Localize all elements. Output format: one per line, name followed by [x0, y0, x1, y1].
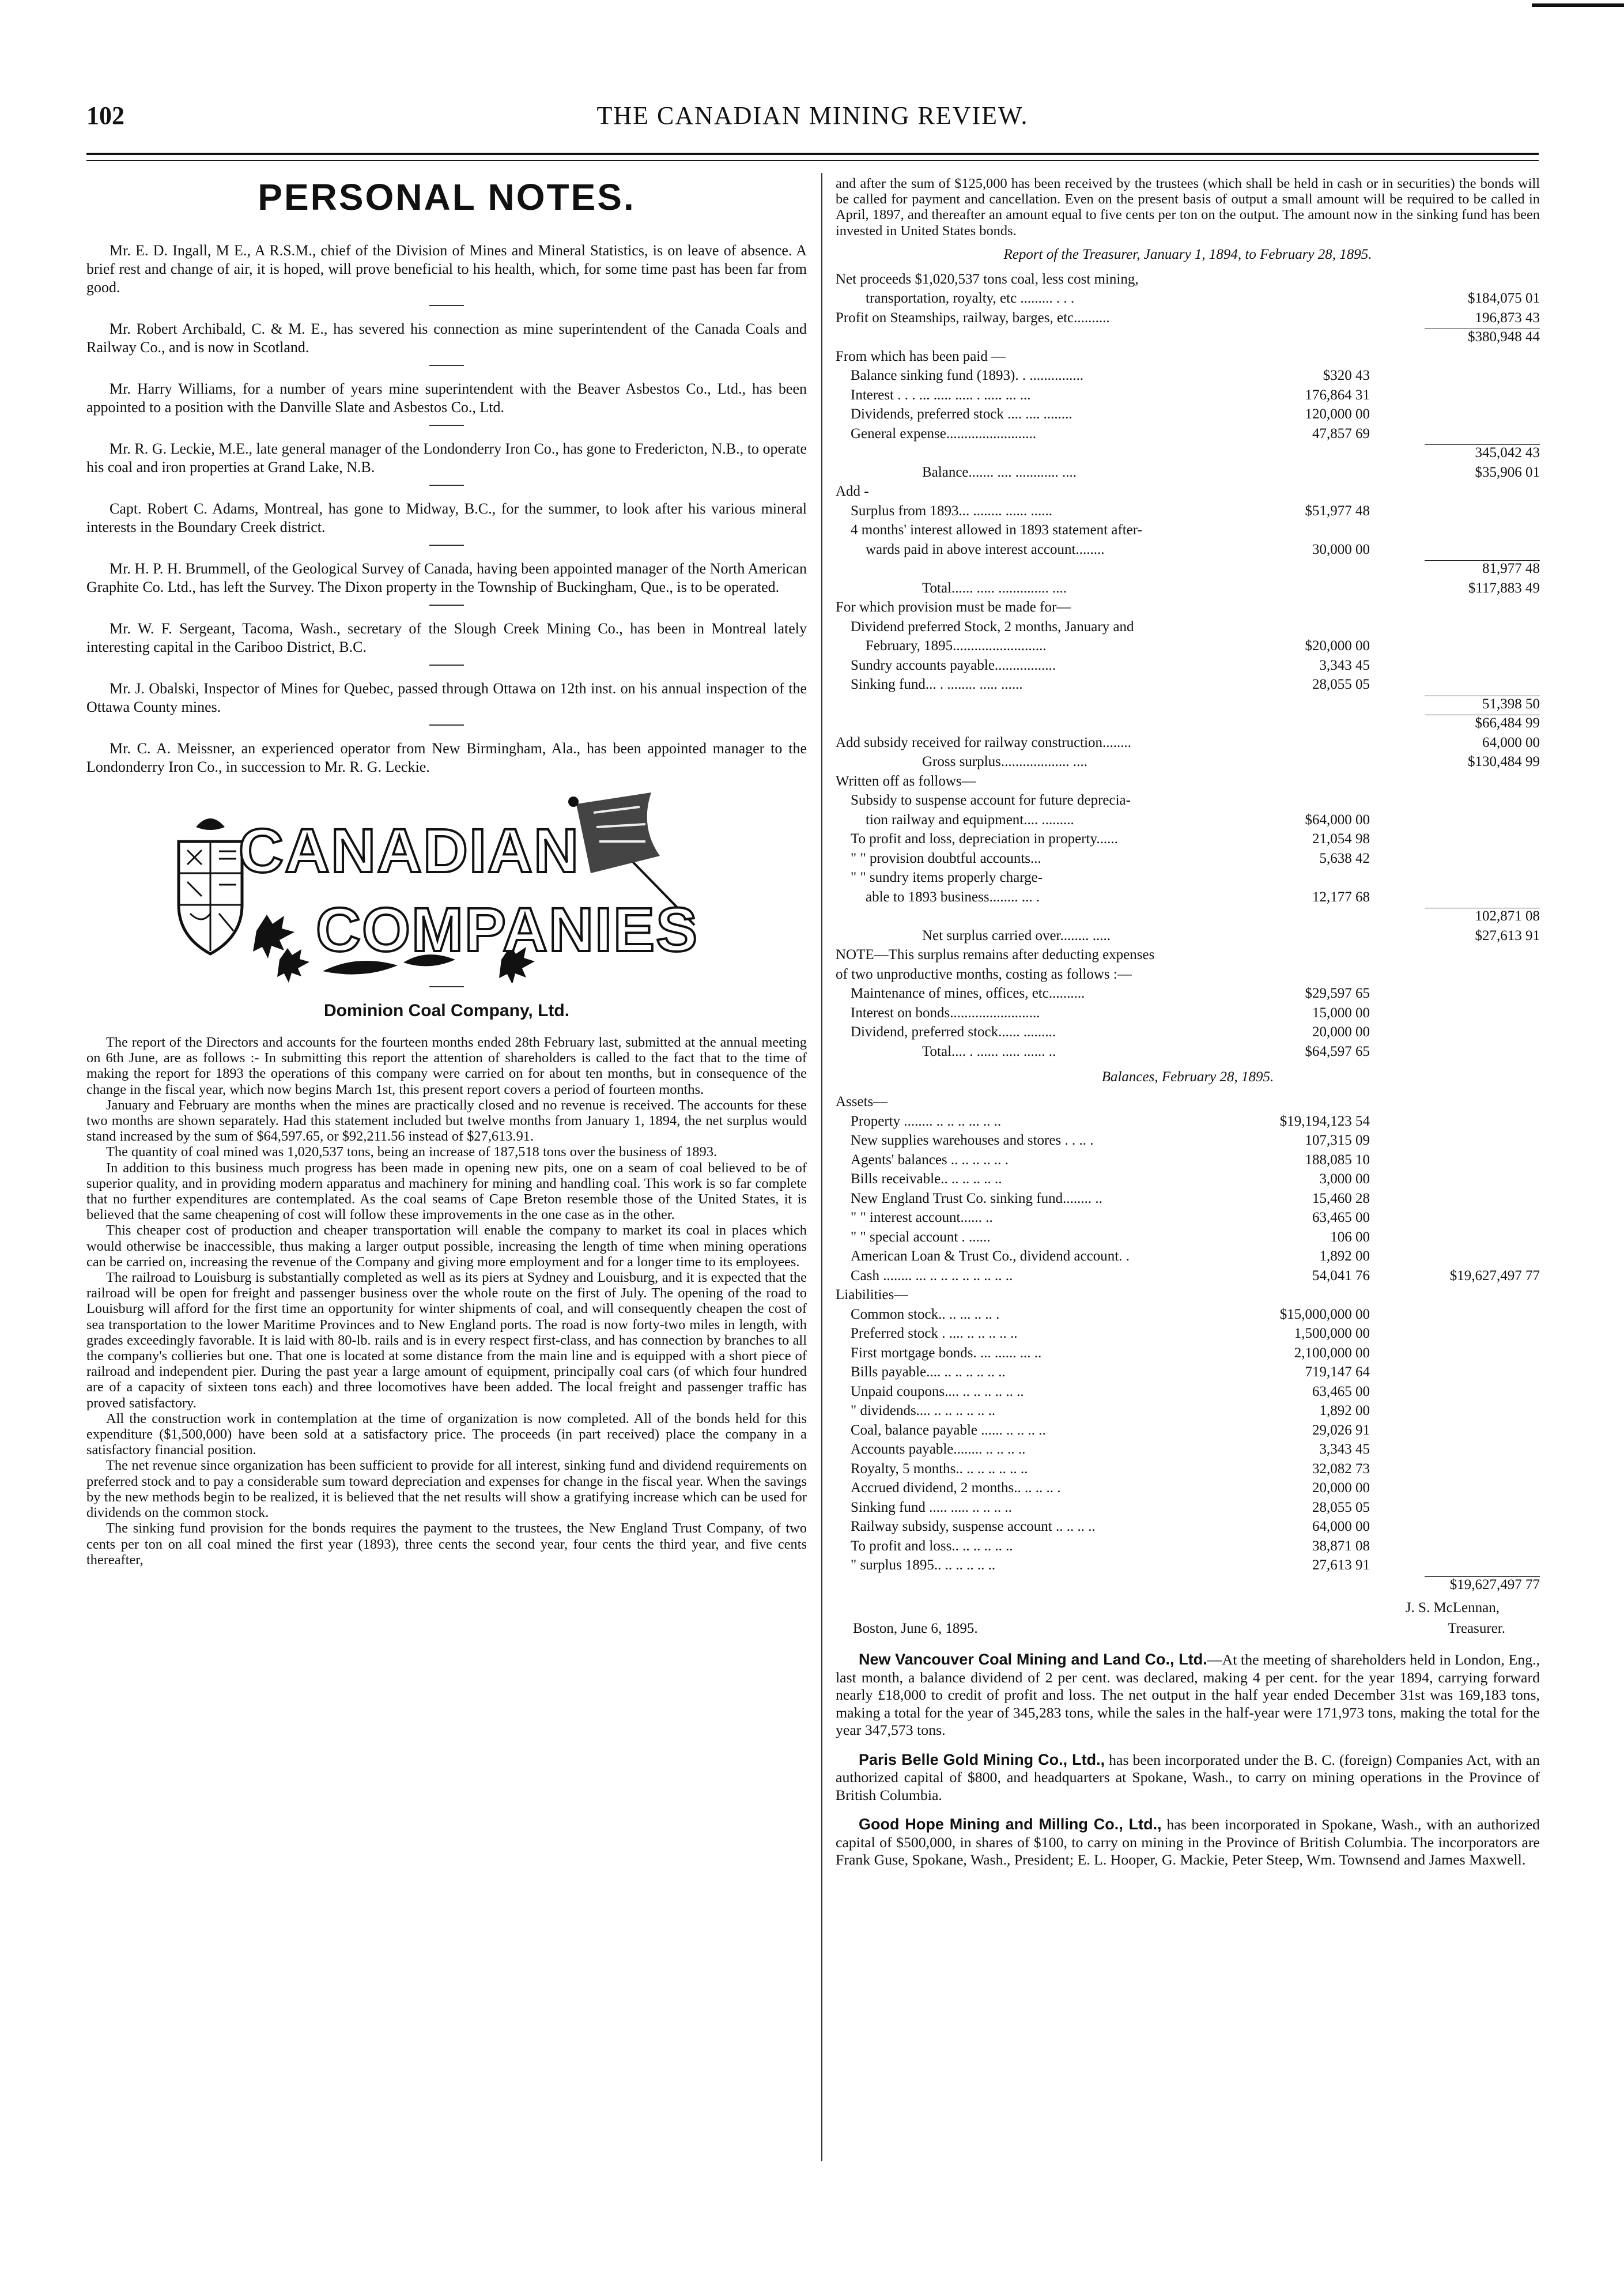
row-label: New England Trust Co. sinking fund........ .. [851, 1190, 1102, 1206]
row-label: " " sundry items properly charge- [851, 870, 1043, 886]
row-amount: 15,000 00 [1312, 1005, 1370, 1021]
company-text: has been incorporated in Spokane, Wash., with an authorized capital of $500,000, in shares of $100, to carry on mining in the Province of British Columbia. The incorporators are Frank Guse, Spokane, Wash., President; E. L. Hooper, G. Mackie, Peter Steep, Wm. Townsend and James Maxwell. [836, 1816, 1540, 1869]
row-label: Assets— [836, 1094, 888, 1110]
row-amount: $320 43 [1323, 368, 1370, 384]
company-notes [836, 1651, 1540, 1869]
row-label: Gross surplus................... .... [922, 754, 1087, 770]
row-amount: 28,055 05 [1312, 1499, 1370, 1515]
note-separator [429, 605, 464, 606]
statement-row [836, 926, 1540, 946]
row-label: Total.... . ...... ..... ...... .. [922, 1043, 1056, 1059]
report-paragraph: January and February are months when the mines are practically closed and no revenue is received. The accounts for these two months are shown separately. Had this statement included but twelve months from January 1, 1894, the net surplus would stand increased by the sum of $64,597.65, or $92,211.56 instead of $27,613.91. [86, 1097, 807, 1145]
row-total: $19,627,497 77 [1449, 1576, 1540, 1592]
row-label: Bills receivable.. .. .. .. .. .. [851, 1171, 1002, 1187]
row-amount: $29,597 65 [1305, 986, 1370, 1002]
coat-of-arms-icon [179, 818, 242, 954]
balances-caption: Balances, February 28, 1895. [1101, 1069, 1274, 1085]
row-label: " " provision doubtful accounts... [851, 850, 1041, 866]
statement-row [836, 888, 1540, 907]
row-total: 81,977 48 [1482, 561, 1540, 577]
statement-row [836, 463, 1540, 482]
statement-row [836, 695, 1540, 714]
statement-row [836, 984, 1540, 1003]
statement-row [836, 752, 1540, 772]
header-rule [86, 153, 1539, 155]
row-label: Common stock.. .. ... .. .. . [851, 1306, 1000, 1322]
row-amount: 107,315 09 [1305, 1133, 1370, 1149]
row-amount: 63,465 00 [1312, 1210, 1370, 1226]
row-label: " " special account . ...... [851, 1229, 991, 1245]
row-amount: 1,892 00 [1319, 1403, 1370, 1419]
personal-notes-heading: PERSONAL NOTES. [258, 176, 636, 218]
row-label: American Loan & Trust Co., dividend account. . [851, 1248, 1130, 1265]
row-amount: 719,147 64 [1305, 1364, 1370, 1380]
signature-block [836, 1598, 1540, 1618]
row-total: $184,075 01 [1468, 290, 1540, 307]
statement-row [836, 1305, 1540, 1324]
row-amount: 12,177 68 [1312, 889, 1370, 905]
statement-row [836, 559, 1540, 579]
statement-row [836, 965, 1540, 984]
statement-row [836, 386, 1540, 405]
row-total: 345,042 43 [1475, 445, 1540, 461]
column-divider [821, 173, 822, 2161]
signature-line [836, 1618, 1540, 1639]
statement-row [836, 1266, 1540, 1286]
total-rule [1425, 560, 1540, 561]
statement-row [836, 443, 1540, 463]
row-label: Accrued dividend, 2 months.. .. .. .. . [851, 1480, 1061, 1496]
report-paragraph: All the construction work in contemplation at the time of organization is now completed. All of the bonds held for this expenditure ($1,500,000) have been sold at a satisfactory price. The proceeds (in part received) place the company in a satisfactory financial position. [86, 1410, 807, 1458]
row-amount: $64,597 65 [1305, 1043, 1370, 1059]
row-label: Preferred stock . .... .. .. .. .. .. [851, 1326, 1018, 1342]
note-separator [429, 365, 464, 366]
row-amount: 176,864 31 [1305, 387, 1370, 403]
statement-row [836, 849, 1540, 869]
dominion-coal-report [86, 1035, 807, 1568]
statement-row [836, 791, 1540, 810]
note-separator [429, 665, 464, 666]
logo-word-companies: COMPANIES [315, 894, 699, 964]
row-amount: 20,000 00 [1312, 1024, 1370, 1040]
row-total: $117,883 49 [1468, 580, 1540, 596]
report-paragraph: In addition to this business much progress has been made in opening new pits, one on a seam of coal believed to be of superior quality, and in providing modern apparatus and machinery for mining and handling coal. This work is so far complete that no further expenditures are contemplated. As the coal seams of Cape Breton resemble those of the United States, it is believed that the same cheapening of cost will follow these improvements in the one case as in the other. [86, 1160, 807, 1223]
row-amount: $64,000 00 [1305, 812, 1370, 828]
row-amount: 120,000 00 [1305, 406, 1370, 422]
personal-note: Mr. W. F. Sergeant, Tacoma, Wash., secretary of the Slough Creek Mining Co., has been in Montreal lately interesting capital in the Cariboo District, B.C. [86, 620, 807, 655]
row-amount: 1,892 00 [1319, 1248, 1370, 1265]
row-label: " dividends.... .. .. .. .. .. .. [851, 1403, 996, 1419]
report-paragraph: The quantity of coal mined was 1,020,537 tons, being an increase of 187,518 tons over the business of 1893. [106, 1144, 717, 1160]
statement-row [836, 598, 1540, 617]
row-label: NOTE—This surplus remains after deducting expenses [836, 947, 1155, 963]
row-label: Add subsidy received for railway construction........ [836, 734, 1132, 750]
personal-note: Mr. E. D. Ingall, M E., A R.S.M., chief of the Division of Mines and Mineral Statistics, is on leave of absence. A brief rest and change of air, it is hoped, will prove beneficial to his health, which, for some time past has been far from good. [86, 242, 807, 296]
statement-row [836, 308, 1540, 328]
row-amount: 38,871 08 [1312, 1538, 1370, 1554]
row-label: Subsidy to suspense account for future deprecia- [851, 792, 1131, 809]
row-label: To profit and loss.. .. .. .. .. .. [851, 1538, 1013, 1554]
statement-row [836, 1003, 1540, 1023]
statement-row [836, 579, 1540, 598]
statement-row [836, 1498, 1540, 1518]
row-amount: 188,085 10 [1305, 1152, 1370, 1168]
statement-row [836, 675, 1540, 695]
statement-row [836, 1517, 1540, 1537]
personal-note: Mr. R. G. Leckie, M.E., late general manager of the Londonderry Iron Co., has gone to Fredericton, N.B., to operate his coal and iron properties at Grand Lake, N.B. [86, 440, 807, 475]
row-amount: 21,054 98 [1312, 831, 1370, 847]
row-label: Royalty, 5 months.. .. .. .. .. .. .. [851, 1460, 1028, 1477]
personal-note: Capt. Robert C. Adams, Montreal, has gone to Midway, B.C., for the summer, to look after his various mineral interests in the Boundary Creek district. [86, 500, 807, 535]
statement-row [836, 1324, 1540, 1343]
row-label: Accounts payable........ .. .. .. .. [851, 1441, 1026, 1458]
row-label: For which provision must be made for— [836, 599, 1071, 616]
balance-sheet [836, 1092, 1540, 1594]
statement-row [836, 1208, 1540, 1228]
company-note [836, 1751, 1540, 1805]
statement-row [836, 1112, 1540, 1131]
note-separator [429, 485, 464, 486]
row-label: Interest on bonds......................... [851, 1005, 1040, 1021]
row-amount: $51,977 48 [1305, 503, 1370, 519]
statement-row [836, 1401, 1540, 1421]
row-amount: 2,100,000 00 [1294, 1345, 1370, 1361]
running-title: THE CANADIAN MINING REVIEW. [596, 101, 1029, 130]
row-label: Dividends, preferred stock .... .... ........ [851, 406, 1072, 422]
row-label: Bills payable.... .. .. .. .. .. .. [851, 1364, 1006, 1380]
row-label: tion railway and equipment.... ......... [866, 812, 1074, 828]
statement-row [836, 289, 1540, 308]
row-label: Add - [836, 484, 869, 500]
row-label: Liabilities— [836, 1287, 909, 1303]
row-amount: 27,613 91 [1312, 1557, 1370, 1573]
row-label: Profit on Steamships, railway, barges, etc.......... [836, 310, 1110, 326]
statement-row [836, 366, 1540, 386]
row-total: 64,000 00 [1482, 734, 1540, 750]
row-label: Dividend, preferred stock...... ......... [851, 1024, 1056, 1040]
row-label: Sundry accounts payable................. [851, 657, 1056, 673]
row-label: Written off as follows— [836, 773, 976, 789]
treasurer-name: J. S. McLennan, [1405, 1600, 1500, 1616]
row-label: Surplus from 1893... ........ ...... ...... [851, 503, 1052, 519]
personal-note: Mr. C. A. Meissner, an experienced operator from New Birmingham, Ala., has been appointed manager to the Londonderry Iron Co., in succession to Mr. R. G. Leckie. [86, 740, 807, 775]
statement-row [836, 1228, 1540, 1247]
total-rule [1425, 1576, 1540, 1577]
row-label: transportation, royalty, etc ......... . . . [866, 290, 1075, 307]
row-amount: 30,000 00 [1312, 541, 1370, 557]
company-name: Paris Belle Gold Mining Co., Ltd., [859, 1750, 1105, 1768]
statement-row [836, 520, 1540, 540]
page-header [86, 101, 1539, 135]
row-label: Net proceeds $1,020,537 tons coal, less cost mining, [836, 271, 1139, 287]
row-label: wards paid in above interest account........ [866, 541, 1105, 557]
row-amount: 47,857 69 [1312, 425, 1370, 441]
row-amount: 54,041 76 [1312, 1267, 1370, 1284]
row-amount: $15,000,000 00 [1279, 1306, 1370, 1322]
statement-row [836, 1459, 1540, 1479]
header-rule-thin [86, 160, 1539, 161]
company-text: —At the meeting of shareholders held in London, Eng., last month, a balance dividend of 2 per cent. was declared, making 4 per cent. for the year 1894, carrying forward nearly £18,000 to credit of profit and loss. The net output in the half year ended December 31st was 169,183 tons, making a total for the year of 345,283 tons, while the sales in the half-year were 171,973 tons, making the total for the year 347,573 tons. [836, 1651, 1540, 1739]
personal-note: Mr. Robert Archibald, C. & M. E., has severed his connection as mine superintendent of the Canada Coals and Railway Co., and is now in Scotland. [86, 320, 807, 356]
total-rule [1425, 444, 1540, 445]
statement-row [836, 1022, 1540, 1042]
dominion-report-continuation: and after the sum of $125,000 has been received by the trustees (which shall be held in cash or in securities) the bonds will be called for payment and cancellation. Even on the present basis of output a small amount will be required to be called in April, 1897, and thereafter an amount equal to five cents per ton on the output. The amount now in the sinking fund has been invested in United States bonds. [836, 176, 1540, 239]
statement-row [836, 482, 1540, 501]
statement-row [836, 656, 1540, 675]
separator [429, 986, 464, 987]
row-label: Unpaid coupons.... .. .. .. .. .. .. [851, 1383, 1024, 1399]
report-paragraph: This cheaper cost of production and cheaper transportation will enable the company to market its coal in places which would otherwise be inaccessible, thus making a larger output possible, increasing the length of time when mining operations can be carried on, increasing the revenue of the Company and giving more employment and for a longer time to its employees. [86, 1222, 807, 1270]
statement-row [836, 1247, 1540, 1266]
statement-row [836, 1131, 1540, 1150]
row-label: " surplus 1895.. .. .. .. .. .. [851, 1557, 996, 1573]
canadian-companies-logo [156, 787, 738, 983]
logo-word-canadian: CANADIAN [239, 816, 580, 885]
row-label: Net surplus carried over........ ..... [922, 927, 1111, 943]
personal-note: Mr. H. P. H. Brummell, of the Geological Survey of Canada, having been appointed manager of the North American Graphite Co. Ltd., has left the Survey. The Dixon property in the Township of Buckingham, Que., is to be operated. [86, 560, 807, 595]
company-name: New Vancouver Coal Mining and Land Co., Ltd. [859, 1651, 1207, 1669]
row-label: First mortgage bonds. ... ...... ... .. [851, 1345, 1042, 1361]
statement-row [836, 1575, 1540, 1595]
statement-row [836, 1537, 1540, 1556]
row-amount: 63,465 00 [1312, 1383, 1370, 1399]
company-text: has been incorporated under the B. C. (foreign) Companies Act, with an authorized capital of $800, and headquarters at Spokane, Wash., to carry on mining operations in the Province of British Columbia. [836, 1751, 1540, 1803]
report-paragraph: The railroad to Louisburg is substantially completed as well as its piers at Sydney and Louisburg, and it is expected that the railroad will be open for freight and passenger business over the whole route on the first of July. The opening of the road to Louisburg will afford for the first time an opportunity for winter shipments of coal, and will consequently cheapen the cost of sea transportation to the lower Maritime Provinces and to New England ports. The road is now forty-two miles in length, with grades exceedingly favorable. It is laid with 80-lb. rails and is in every respect first-class, and has connection by branches to all the company's collieries but one. That one is located at some distance from the main line and is equipped with a short piece of railroad and independent pier. During the past year a large amount of equipment, principally coal cars (of which four hundred are of a capacity of sixteen tons each) and three locomotives have been added. The local freight and passenger traffic has proved satisfactory. [86, 1270, 807, 1411]
row-total: $35,906 01 [1475, 464, 1540, 480]
report-paragraph: The report of the Directors and accounts for the fourteen months ended 28th February last, submitted at the annual meeting on 6th June, are as follows :- In submitting this report the attention of shareholders is called to the fact that to the time of making the report for 1893 the operations of this company were carried on for about ten months, but in consequence of the change in the fiscal year, which now begins March 1st, this present report covers a period of fourteen months. [86, 1035, 807, 1097]
row-label: 4 months' interest allowed in 1893 statement after- [851, 522, 1142, 538]
row-label: Interest . . . ... ..... ..... . ..... ... ... [851, 387, 1031, 403]
row-amount: 32,082 73 [1312, 1460, 1370, 1477]
row-total: $130,484 99 [1468, 754, 1540, 770]
row-amount: 3,343 45 [1319, 657, 1370, 673]
treasurer-statement [836, 270, 1540, 1062]
company-note [836, 1816, 1540, 1869]
personal-note: Mr. Harry Williams, for a number of years mine superintendent with the Beaver Asbestos Co., Ltd., has been appointed to a position with the Danville Slate and Asbestos Co., Ltd. [86, 380, 807, 416]
personal-note: Mr. J. Obalski, Inspector of Mines for Quebec, passed through Ottawa on 12th inst. on his annual inspection of the Ottawa County mines. [86, 680, 807, 715]
statement-row [836, 733, 1540, 753]
statement-row [836, 617, 1540, 637]
statement-row [836, 636, 1540, 656]
row-total: $19,627,497 77 [1449, 1267, 1540, 1284]
row-amount: 15,460 28 [1312, 1190, 1370, 1206]
report-paragraph: The net revenue since organization has been sufficient to provide for all interest, sinking fund and dividend requirements on preferred stock and to pay a considerable sum toward depreciation and expenses for change in the fiscal year. When the savings by the new methods begin to be realized, it is believed that the net results will show a gratifying increase which can be used for dividends on the common stock. [86, 1458, 807, 1521]
row-label: Balance....... .... ............ .... [922, 464, 1077, 480]
statement-row [836, 1285, 1540, 1305]
row-label: New supplies warehouses and stores . . .. . [851, 1133, 1094, 1149]
statement-row [836, 1189, 1540, 1209]
row-amount: 20,000 00 [1312, 1480, 1370, 1496]
row-amount: 3,343 45 [1319, 1441, 1370, 1458]
treasurer-report-caption: Report of the Treasurer, January 1, 1894, to February 28, 1895. [1003, 246, 1372, 262]
company-name: Good Hope Mining and Milling Co., Ltd., [859, 1816, 1162, 1833]
row-label: Property ........ .. .. .. ... .. .. [851, 1113, 1002, 1129]
row-label: February, 1895.......................... [866, 638, 1047, 654]
note-separator [429, 545, 464, 546]
note-separator [429, 724, 464, 726]
row-total: 102,871 08 [1475, 908, 1540, 924]
dominion-coal-title: Dominion Coal Company, Ltd. [323, 1001, 570, 1020]
row-total: $27,613 91 [1475, 927, 1540, 943]
statement-row [836, 405, 1540, 424]
statement-row [836, 907, 1540, 926]
statement-row [836, 501, 1540, 521]
statement-row [836, 1362, 1540, 1382]
row-label: Sinking fund ..... ..... .. .. .. .. [851, 1499, 1012, 1515]
row-amount: 106 00 [1330, 1229, 1370, 1245]
statement-row [836, 1042, 1540, 1062]
row-label: Sinking fund... . ........ ..... ...... [851, 677, 1023, 693]
report-paragraph: The sinking fund provision for the bonds requires the payment to the trustees, the New England Trust Company, of two cents per ton on all coal mined the first year (1893), three cents the second year, four cents the third year, and five cents thereafter, [86, 1520, 807, 1568]
statement-row [836, 1150, 1540, 1170]
statement-row [836, 945, 1540, 965]
place-date: Boston, June 6, 1895. [853, 1621, 978, 1637]
row-label: able to 1893 business........ ... . [866, 889, 1040, 905]
row-amount: 28,055 05 [1312, 677, 1370, 693]
statement-row [836, 1421, 1540, 1440]
statement-row [836, 347, 1540, 367]
row-label: Total...... ..... .............. .... [922, 580, 1067, 596]
personal-notes-list [86, 241, 807, 776]
row-amount: 1,500,000 00 [1294, 1326, 1370, 1342]
row-amount: 29,026 91 [1312, 1422, 1370, 1438]
row-total: 51,398 50 [1482, 696, 1540, 712]
statement-row [836, 270, 1540, 289]
row-amount: 64,000 00 [1312, 1519, 1370, 1535]
row-label: Cash ........ ... .. .. .. .. .. .. .. .. [851, 1267, 1013, 1284]
row-label: From which has been paid — [836, 348, 1006, 364]
statement-row [836, 1382, 1540, 1402]
top-edge-rule [1532, 3, 1624, 7]
statement-row [836, 1440, 1540, 1459]
statement-row [836, 1169, 1540, 1189]
treasurer-title: Treasurer. [1448, 1621, 1505, 1637]
statement-row [836, 327, 1540, 347]
row-total: $66,484 99 [1475, 715, 1540, 731]
row-label: Dividend preferred Stock, 2 months, January and [851, 618, 1134, 635]
row-label: Agents' balances .. .. .. .. .. . [851, 1152, 1009, 1168]
row-label: " " interest account...... .. [851, 1210, 993, 1226]
statement-row [836, 714, 1540, 733]
statement-row [836, 772, 1540, 791]
row-label: Maintenance of mines, offices, etc.......... [851, 986, 1085, 1002]
statement-row [836, 1478, 1540, 1498]
statement-row [836, 810, 1540, 830]
left-column [86, 176, 807, 1568]
statement-row [836, 1556, 1540, 1575]
page-number: 102 [86, 101, 124, 130]
row-label: of two unproductive months, costing as follows :— [836, 966, 1132, 982]
row-label: Railway subsidy, suspense account .. .. .. .. [851, 1519, 1096, 1535]
statement-row [836, 829, 1540, 849]
row-amount: 3,000 00 [1319, 1171, 1370, 1187]
row-amount: $19,194,123 54 [1279, 1113, 1370, 1129]
row-amount: $20,000 00 [1305, 638, 1370, 654]
row-total: 196,873 43 [1475, 310, 1540, 326]
statement-row [836, 868, 1540, 888]
note-separator [429, 425, 464, 426]
statement-row [836, 540, 1540, 560]
right-column [836, 176, 1540, 1869]
row-label: To profit and loss, depreciation in property...... [851, 831, 1118, 847]
company-note [836, 1651, 1540, 1739]
row-label: Coal, balance payable ...... .. .. .. .. [851, 1422, 1046, 1438]
row-total: $380,948 44 [1468, 329, 1540, 345]
row-label: General expense......................... [851, 425, 1037, 441]
note-separator [429, 305, 464, 306]
statement-row [836, 424, 1540, 444]
statement-row [836, 1343, 1540, 1363]
statement-row [836, 1092, 1540, 1112]
row-amount: 5,638 42 [1319, 850, 1370, 866]
row-label: Balance sinking fund (1893). . ............... [851, 368, 1084, 384]
